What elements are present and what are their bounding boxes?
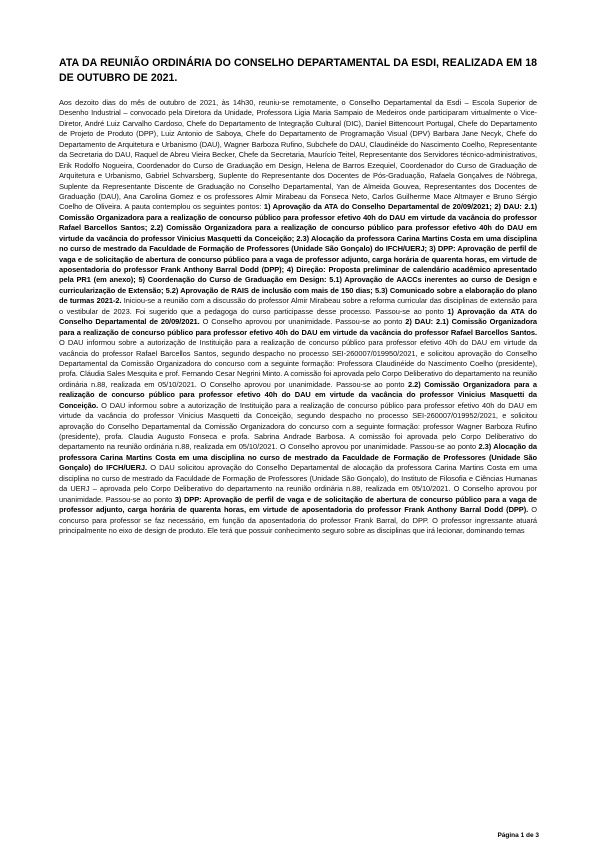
agenda-item-text: 1) Aprovação da ATA do Conselho Departamental de 20/09/2021.: [59, 306, 537, 327]
agenda-item-text: 2.2) Comissão Organizadora para a realização de concurso público para professor efetivo 40h do DAU em virtude da vacância do professor Vinicius Masquetti da Conceição.: [59, 379, 537, 410]
agenda-item-text: 2.3) Alocação da professora Carina Martins Costa em uma disciplina no curso de mestrado da Faculdade de Formação de Professores (Unidade São Gonçalo) do IFCH/UERJ.: [59, 442, 537, 473]
minutes-text: O DAU solicitou aprovação do Conselho Departamental de alocação da professora Carina Martins Costa em uma disciplina no curso de mestrado da Faculdade de Formação de Professores (Unidade São Gonçalo), do Instituto de Filosofia e Ciências Humanas da UERJ – aprovada pelo Corpo Deliberativo do departamento na reunião ordinária n.88, realizada em 05/10/2021. O Conselho aprovou por unanimidade. Passou-se ao ponto: [59, 463, 537, 504]
minutes-text: O Conselho aprovou por unanimidade. Passou-se ao ponto: [199, 317, 406, 327]
minutes-text: O concurso para professor se faz necessário, em função da aposentadoria do professor Frank Barral, do DPP. O professor ingressante atuará principalmente no eixo de design de produto. Ele terá que possuir conhecimento seguro sobre as disciplinas que irá lecionar, dominando temas: [59, 505, 537, 535]
agenda-item-text: 2) DAU: 2.1) Comissão Organizadora para a realização de concurso público para professor efetivo 40h do DAU em virtude da vacância do professor Rafael Barcellos Santos.: [59, 317, 538, 337]
minutes-text: Aos dezoito dias do mês de outubro de 2021, às 14h30, reuniu-se remotamente, o Conselho Departamental da Esdi – Escola Superior de Desenho Industrial – convocado pela Diretora da Unidade, Professora Ligia Maria Sampaio de Medeiros onde participaram virtualmente o Vice-Diretor, André Luiz Carvalho Cardoso, Chefe do Departamento de Integração Cultural (DIC), Daniel Bittencourt Portugal, Chefe do Departamento de Projeto de Produto (DPP), Luiz Antonio de Saboya, Chefe do Departamento de Programação Visual (DPV) Barbara Jane Necyk, Chefe do Departamento de Arquitetura e Urbanismo (DAU), Wagner Barboza Rufino, Subchefe do DAU, Claudinéide do Nascimento Coelho, Representante da Secretaria do DAU, Raquel de Abreu Vieira Becker, Chefe da Secretaria, Maurício Teitel, Representante dos Servidores técnico-administrativos, Erik Rodolfo Nogueira, Coordenador do Curso de Graduação em Design, Helena de Barros Ezequiel, Coordenador do Curso de Graduação de Arquitetura e Urbanismo, Gabriel Schvarsberg, Suplente do Representante dos Docentes de Pós-Graduação, Rafaela Gonçalves de Nóbrega, Suplente da Representante Discente de Graduação no Conselho Departamental, Yan de Almeida Gouvea, Representantes dos Docentes de Graduação (DAU), Ana Carolina Gomez e os professores Almir Mirabeau da Fonseca Neto, Carlos Guilherme Mace Altmayer e Bruno Sérgio Coelho de Oliveira. A pauta contemplou os seguintes pontos:: [59, 98, 537, 212]
agenda-item-text: 1) Aprovação da ATA do Conselho Departamental de 20/09/2021; 2) DAU: 2.1) Comissão Organizadora para a realização de concurso público para professor efetivo 40h do DAU em virtude da vacância do professor Rafael Barcellos Santos; 2.2) Comissão Organizadora para a realização de concurso público para professor efetivo 40h do DAU em virtude da vacância do professor Vinicius Masquetti da Conceição; 2.3) Alocação da professora Carina Martins Costa em uma disciplina no curso de mestrado da Faculdade de Formação de Professores (Unidade São Gonçalo) do IFCH/UERJ; 3) DPP: Aprovação de perfil de vaga e de solicitação de abertura de concurso público para a vaga de professor adjunto, carga horária de quarenta horas, em virtude de aposentadoria do professor Frank Anthony Barral Dodd (DPP); 4) Direção: Proposta preliminar de calendário acadêmico apresentado pela PR1 (em anexo); 5) Coordenação do Curso de Graduação em Design: 5.1) Aprovação de AACCs inerentes ao curso de Design e curricularização de Extensão; 5.2) Aprovação de RAIS de inclusão com mais de 150 dias; 5.3) Comunicado sobre a elaboração do plano de turmas 2021-2.: [59, 202, 538, 306]
minutes-text: O DAU informou sobre a autorização de Instituição para a realização de concurso público para professor efetivo 40h do DAU em virtude da vacância do professor Vinicius Masquetti da Conceição, segundo despacho no processo SEI-260007/019952/2021, e solicitou aprovação do Conselho Departamental da Comissão Organizadora do concurso com a seguinte formação: professor Wagner Barboza Rufino (presidente), profa. Claudia Augusto Fonseca e profa. Sabrina Andrade Barbosa. A comissão foi aprovada pelo Corpo Deliberativo do departamento na reunião ordinária n.88, realizada em 05/10/2021. O Conselho aprovou por unanimidade. Passou-se ao ponto: [59, 400, 537, 452]
minutes-text: Iniciou-se a reunião com a discussão do professor Almir Mirabeau sobre a reforma curricular das disciplinas de extensão para o vestibular de 2023. Foi sugerido que a pedagoga do curso participasse desse processo. Passou-se ao ponto: [59, 296, 537, 316]
minutes-text: O DAU informou sobre a autorização de Instituição para a realização de concurso público para professor efetivo 40h do DAU em virtude da vacância do professor Rafael Barcellos Santos, segundo despacho no processo SEI-260007/019950/2021, e solicitou aprovação do Conselho Departamental da Comissão Organizadora do concurso com a seguinte formação: Professora Claudinéide do Nascimento Coelho (presidente), profa. Cláudia Sales Mesquita e prof. Fernando Cesar Negrini Minto. A comissão foi aprovada pelo Corpo Deliberativo do departamento na reunião ordinária n.88, realizada em 05/10/2021. O Conselho aprovou por unanimidade. Passou-se ao ponto: [59, 338, 537, 389]
agenda-item-text: 3) DPP: Aprovação de perfil de vaga e de solicitação de abertura de concurso público para a vaga de professor adjunto, carga horária de quarenta horas, em virtude de aposentadoria do professor Frank Anthony Barral Dodd (DPP).: [59, 494, 537, 515]
meeting-minutes-body: [59, 98, 537, 536]
page-number: Página 1 de 3: [497, 832, 539, 839]
document-title: ATA DA REUNIÃO ORDINÁRIA DO CONSELHO DEPARTAMENTAL DA ESDI, REALIZADA EM 18 DE OUTUBRO DE 2021.: [59, 57, 537, 84]
